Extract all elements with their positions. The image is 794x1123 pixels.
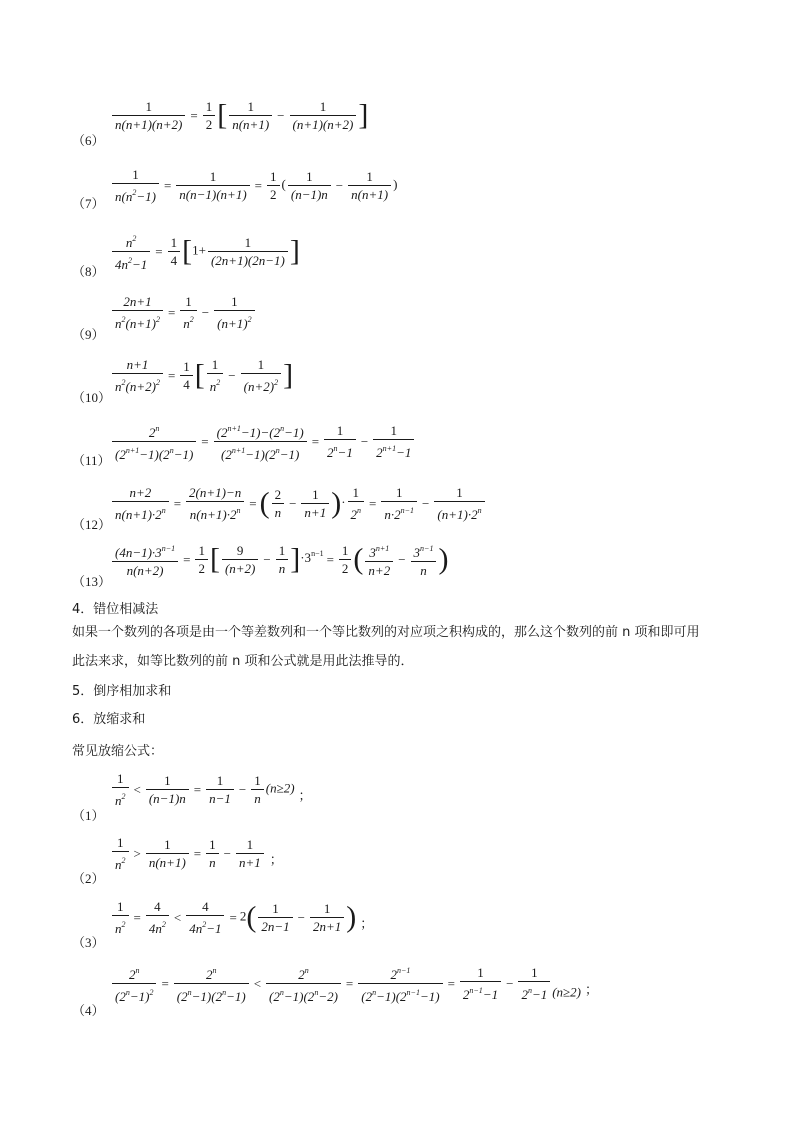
formula: $\frac{n^2}{4n^2-1}$ = $\frac{1}{4}$ [1+ $\frac{1}{(2n+1)(2n-1)}$ ] — [110, 230, 300, 273]
formula: $\frac{1}{n^2}$ > $\frac{1}{n(n+1)}$ = $\frac{1}{n}$ − $\frac{1}{n+1}$ ； — [110, 834, 283, 873]
formula: $\frac{1}{n^2}$ < $\frac{1}{(n-1)n}$ = $\frac{1}{n-1}$ − $\frac{1}{n}$ (n≥2)； — [110, 770, 312, 809]
formula: $\frac{1}{n(n^2-1)}$ = $\frac{1}{n(n-1)(n+1)}$ = $\frac{1}{2}$ ( $\frac{1}{(n-1)n}$ − $\frac{1}{n(n+1)}$ ) — [110, 166, 397, 205]
formula-number: （13） — [72, 574, 112, 589]
formula-number: （7） — [72, 196, 105, 211]
formula-number: （1） — [72, 808, 105, 823]
formula: $\frac{n+2}{n(n+1)\cdot 2^n}$ = $\frac{2(n+1)-n}{n(n+1)\cdot 2^n}$ = ( $\frac{2}{n}$ − $\frac{1}{n+1}$ )· $\frac{1}{2^n}$ = $\frac{1}{n\cdot 2^{n-1}}$ − $\frac{1}{(n+1)\cdot 2^n}$ — [110, 484, 487, 523]
formula-number: （4） — [72, 1003, 105, 1018]
section-6-subheading: 常见放缩公式： — [72, 744, 164, 759]
section-5-heading: 5．倒序相加求和 — [72, 684, 172, 699]
formula-number: （12） — [72, 517, 112, 532]
formula-number: （8） — [72, 264, 105, 279]
formula-number: （6） — [72, 133, 105, 148]
formula: $\frac{2^n}{(2^{n+1}-1)(2^n-1)}$ = $\frac{(2^{n+1}-1)-(2^n-1)}{(2^{n+1}-1)(2^n-1)}$ = $\frac{1}{2^n-1}$ − $\frac{1}{2^{n+1}-1}$ — [110, 420, 416, 463]
formula: $\frac{2^n}{(2^n-1)^2}$ = $\frac{2^n}{(2^n-1)(2^n-1)}$ < $\frac{2^n}{(2^n-1)(2^n-2)}$ = $\frac{2^{n-1}}{(2^n-1)(2^{n-1}-1)}$ = $\frac{1}{2^{n-1}-1}$ − $\frac{1}{2^n-1}$ (n≥2) ； — [110, 962, 598, 1005]
section-4-heading: 4．错位相减法 — [72, 602, 159, 617]
formula-number: （3） — [72, 935, 105, 950]
formula-number: （2） — [72, 871, 105, 886]
formula-number: （10） — [72, 390, 112, 405]
formula: $\frac{1}{n(n+1)(n+2)}$ = $\frac{1}{2}$ [ $\frac{1}{n(n+1)}$ − $\frac{1}{(n+1)(n+2)}$ ] — [110, 98, 368, 133]
formula-number: （9） — [72, 327, 105, 342]
formula-number: （11） — [72, 453, 111, 468]
formula: $\frac{2n+1}{n^2(n+1)^2}$ = $\frac{1}{n^2}$ − $\frac{1}{(n+1)^2}$ — [110, 293, 257, 332]
section-6-heading: 6．放缩求和 — [72, 712, 146, 727]
formula: $\frac{1}{n^2}$ = $\frac{4}{4n^2}$ < $\frac{4}{4n^2-1}$ = 2( $\frac{1}{2n-1}$ − $\frac{1}{2n+1}$ ) ； — [110, 898, 373, 937]
section-4-body: 如果一个数列的各项是由一个等差数列和一个等比数列的对应项之积构成的，那么这个数列的前 n 项和即可用此法来求，如等比数列的前 n 项和公式就是用此法推导的． — [72, 625, 700, 669]
formula: $\frac{(4n-1)\cdot 3^{n-1}}{n(n+2)}$ = $\frac{1}{2}$ [ $\frac{9}{(n+2)}$ − $\frac{1}{n}$ ]$\cdot 3^{n-1}$ = $\frac{1}{2}$ ( $\frac{3^{n+1}}{n+2}$ − $\frac{3^{n-1}}{n}$ ) — [110, 540, 448, 579]
formula: $\frac{n+1}{n^2(n+2)^2}$ = $\frac{1}{4}$ [ $\frac{1}{n^2}$ − $\frac{1}{(n+2)^2}$ ] — [110, 356, 293, 395]
